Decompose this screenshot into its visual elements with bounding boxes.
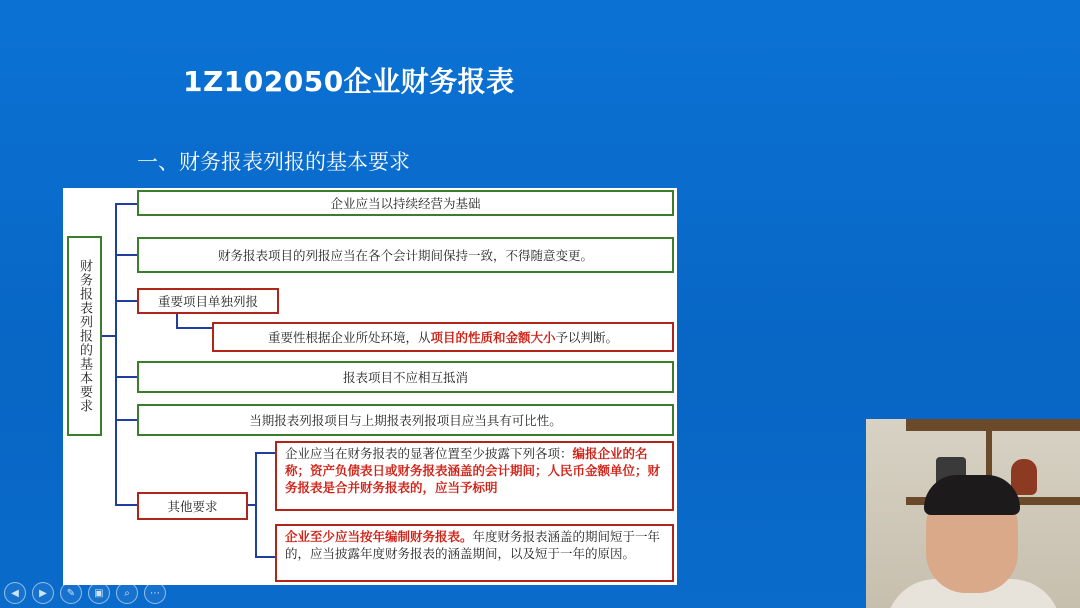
materiality-note-prefix: 重要性根据企业所处环境，从 bbox=[267, 330, 431, 345]
other-note-disclosure bbox=[275, 441, 674, 511]
presenter-hair bbox=[924, 475, 1020, 515]
item-going-concern: 企业应当以持续经营为基础 bbox=[137, 190, 674, 216]
item-consistency: 财务报表项目的列报应当在各个会计期间保持一致，不得随意变更。 bbox=[137, 237, 674, 273]
slide-subtitle: 一、财务报表列报的基本要求 bbox=[137, 150, 410, 174]
bookshelf-top bbox=[906, 419, 1080, 431]
slide-title: 1Z102050企业财务报表 bbox=[183, 65, 515, 98]
connector-importance-v bbox=[176, 312, 178, 328]
connector-trunk bbox=[115, 203, 117, 505]
annual-highlight: 企业至少应当按年编制财务报表。 bbox=[285, 529, 473, 544]
item-comparability: 当期报表列报项目与上期报表列报项目应当具有可比性。 bbox=[137, 404, 674, 436]
diagram-panel bbox=[63, 188, 677, 585]
connector-item-2 bbox=[115, 254, 137, 256]
disclosure-highlight: 编报企业的名称；资产负债表日或财务报表涵盖的会计期间；人民币金额单位；财务报表是合并财务报表的，应当予标明 bbox=[285, 446, 661, 495]
connector-root-stub bbox=[102, 335, 116, 337]
materiality-note-highlight: 项目的性质和金额大小 bbox=[430, 330, 556, 345]
item-materiality-note bbox=[212, 322, 674, 352]
connector-other-1 bbox=[255, 452, 275, 454]
connector-item-1 bbox=[115, 203, 137, 205]
webcam-overlay bbox=[866, 419, 1080, 608]
connector-importance-h bbox=[176, 327, 212, 329]
presentation-toolbar bbox=[4, 582, 166, 602]
more-icon[interactable]: ⋯ bbox=[144, 582, 166, 604]
connector-item-5 bbox=[115, 419, 137, 421]
next-icon[interactable]: ▶ bbox=[32, 582, 54, 604]
connector-item-3 bbox=[115, 300, 137, 302]
annual-suffix: 年度财务报表涵盖的期间短于一年的，应当披露年度财务报表的涵盖期间，以及短于一年的原因。 bbox=[285, 529, 661, 561]
other-note-annual bbox=[275, 524, 674, 582]
connector-item-6 bbox=[115, 504, 137, 506]
diagram-root-box: 财务报表列报的基本要求 bbox=[67, 236, 102, 436]
pen-icon[interactable]: ✎ bbox=[60, 582, 82, 604]
connector-other-2 bbox=[255, 556, 275, 558]
materiality-note-suffix: 予以判断。 bbox=[555, 330, 619, 345]
previous-icon[interactable]: ◀ bbox=[4, 582, 26, 604]
disclosure-prefix: 企业应当在财务报表的显著位置至少披露下列各项： bbox=[285, 446, 573, 461]
connector-item-4 bbox=[115, 376, 137, 378]
item-no-offsetting: 报表项目不应相互抵消 bbox=[137, 361, 674, 393]
item-other-requirements: 其他要求 bbox=[137, 492, 248, 520]
item-material-items: 重要项目单独列报 bbox=[137, 288, 279, 314]
connector-other-v bbox=[255, 452, 257, 557]
zoom-icon[interactable]: ⌕ bbox=[116, 582, 138, 604]
slides-icon[interactable]: ▣ bbox=[88, 582, 110, 604]
